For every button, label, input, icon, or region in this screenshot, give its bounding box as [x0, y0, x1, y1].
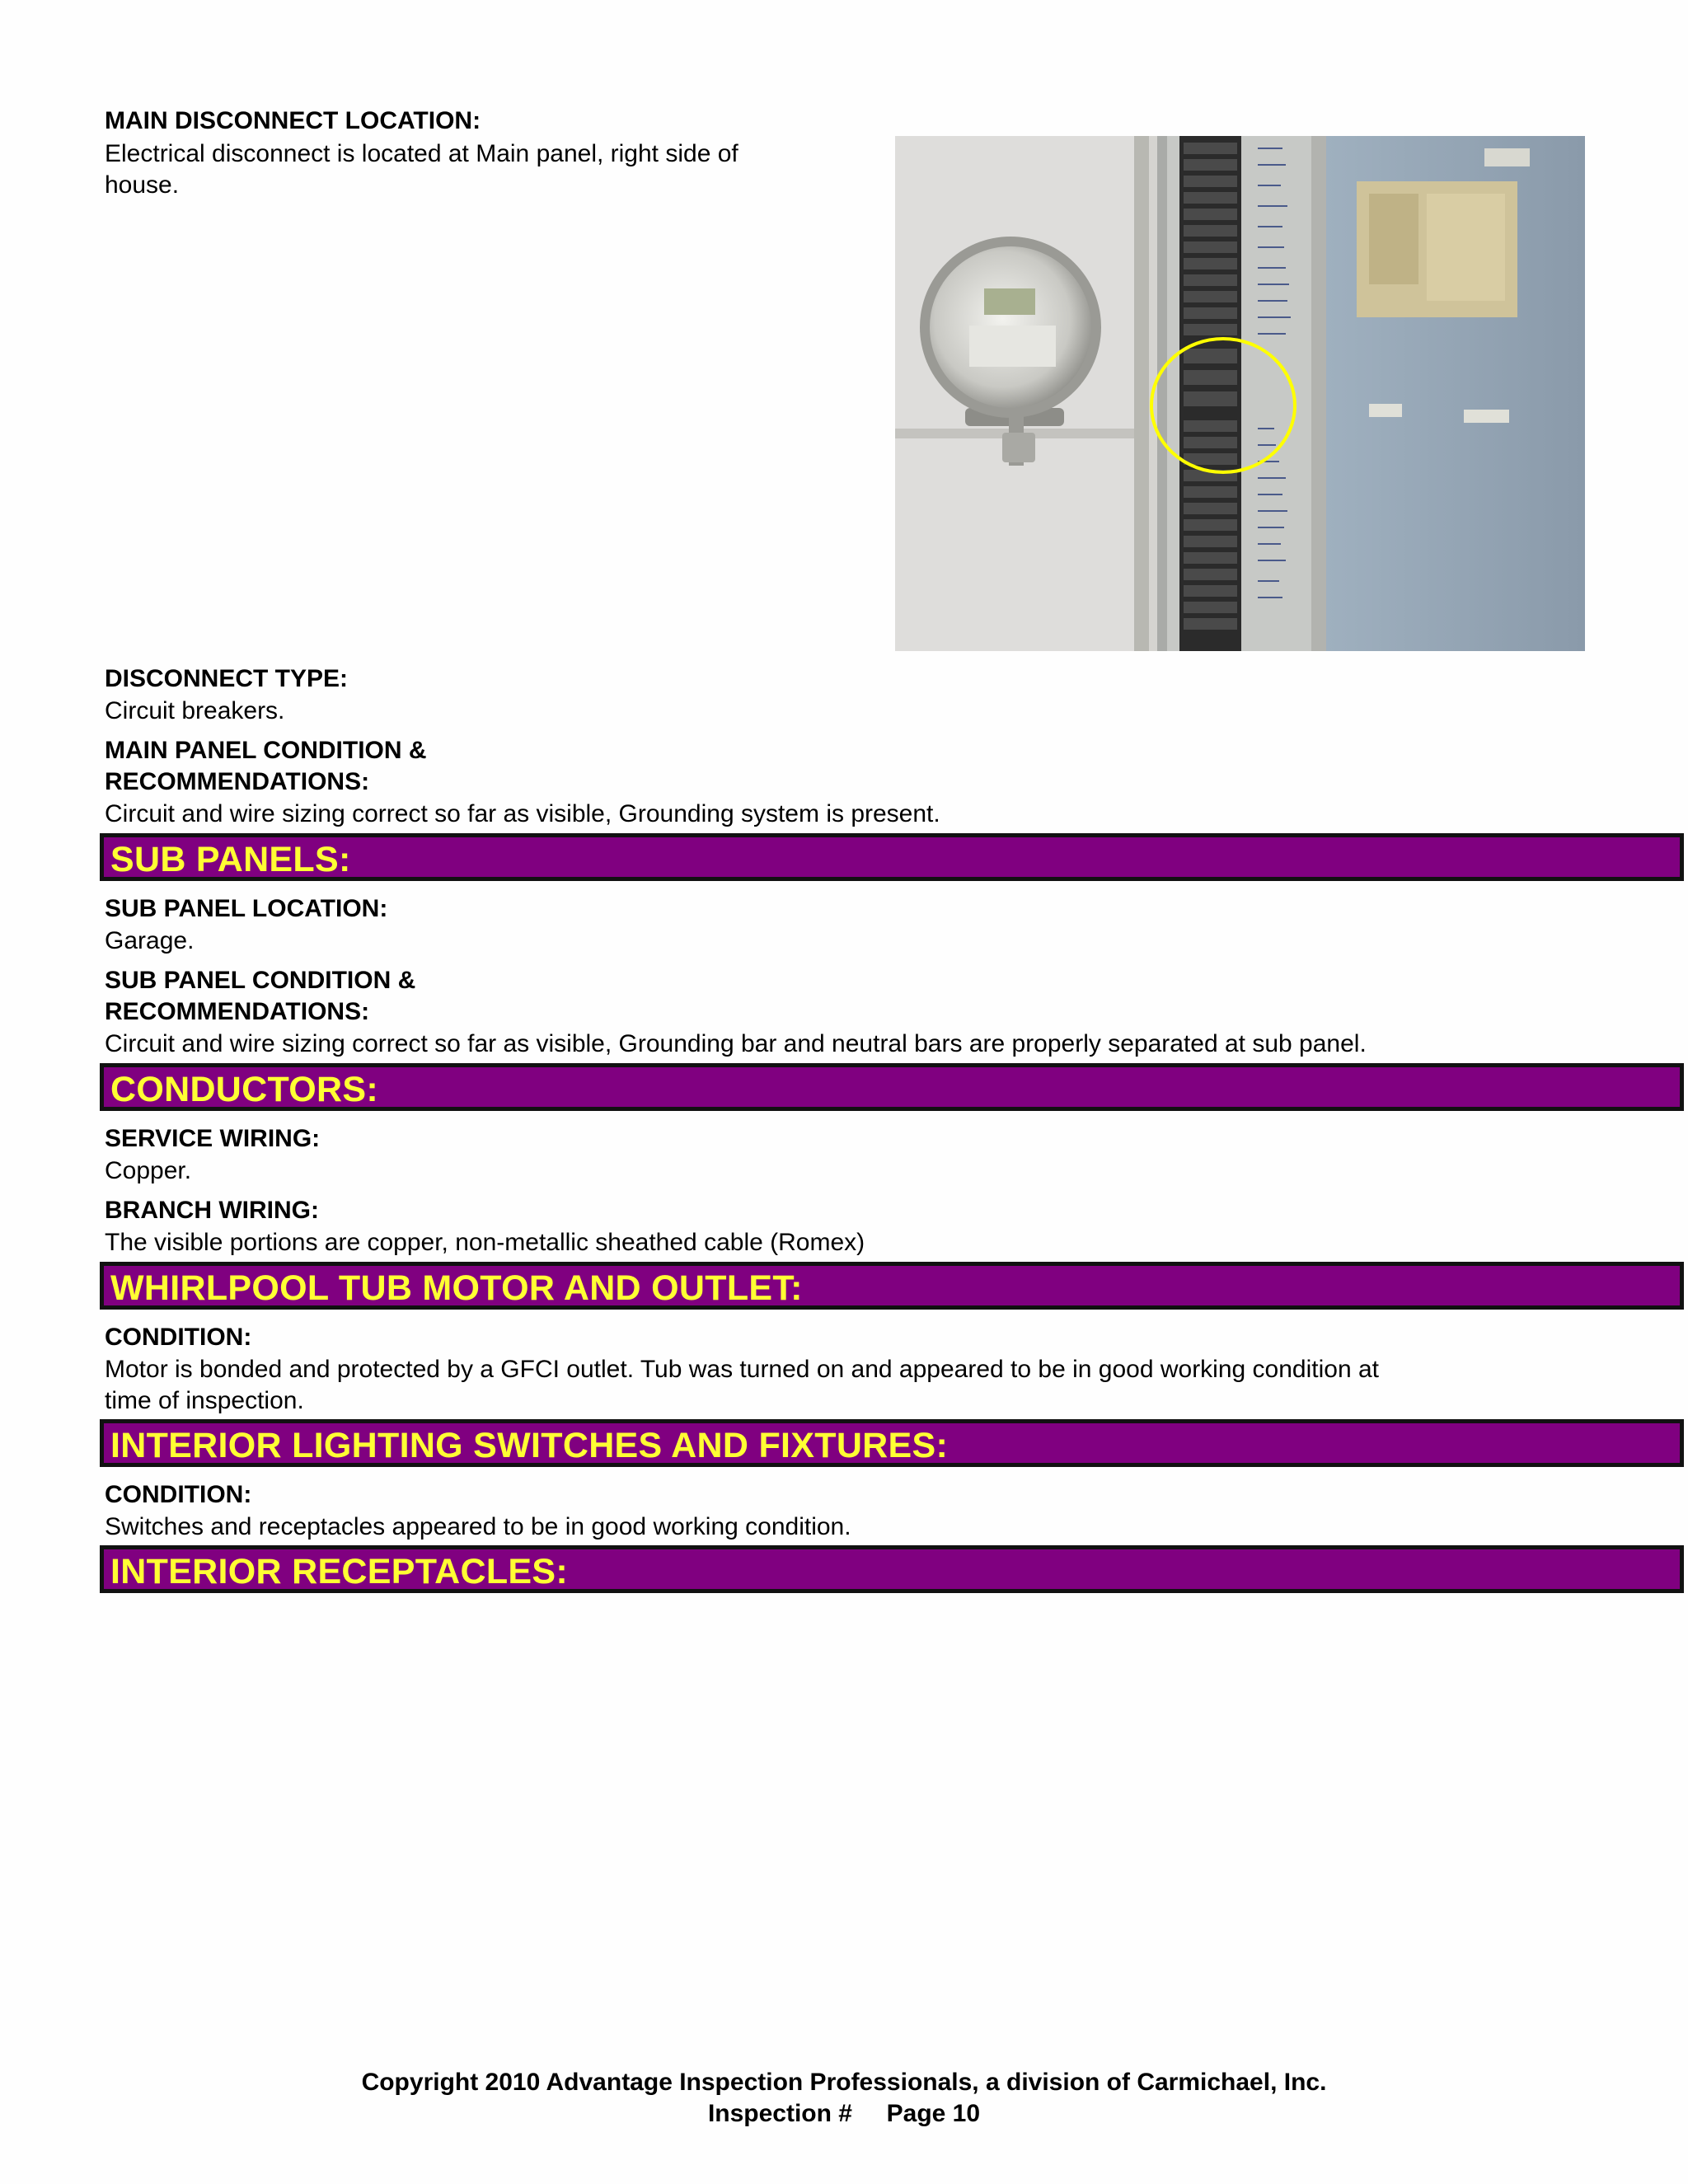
- lighting-condition-label: CONDITION:: [105, 1481, 252, 1508]
- section-title: SUB PANELS:: [110, 840, 351, 879]
- sub-panel-location-text: Garage.: [105, 927, 195, 954]
- section-title: WHIRLPOOL TUB MOTOR AND OUTLET:: [110, 1268, 803, 1308]
- main-panel-photo-image: [895, 136, 1585, 651]
- service-wiring-label: SERVICE WIRING:: [105, 1125, 321, 1152]
- sub-panel-location-label: SUB PANEL LOCATION:: [105, 895, 388, 922]
- footer-inspection-page: Inspection # Page 10: [707, 2100, 981, 2127]
- section-title: INTERIOR LIGHTING SWITCHES AND FIXTURES:: [110, 1426, 949, 1465]
- main-panel-condition-text: Circuit and wire sizing correct so far as visible, Grounding system is present.: [105, 800, 940, 827]
- lighting-condition-text: Switches and receptacles appeared to be in good working condition.: [105, 1513, 851, 1540]
- section-header-interior-lighting: [100, 1419, 1684, 1467]
- sub-panel-condition-label-line2: RECOMMENDATIONS:: [105, 998, 370, 1025]
- footer-copyright: Copyright 2010 Advantage Inspection Professionals, a division of Carmichael, Inc.: [361, 2069, 1327, 2096]
- branch-wiring-label: BRANCH WIRING:: [105, 1197, 319, 1224]
- section-title: INTERIOR RECEPTACLES:: [110, 1552, 568, 1591]
- section-header-whirlpool: [100, 1262, 1684, 1310]
- disconnect-type-text: Circuit breakers.: [105, 697, 285, 724]
- section-header-conductors: [100, 1063, 1684, 1111]
- sub-panel-condition-label-line1: SUB PANEL CONDITION &: [105, 967, 416, 994]
- disconnect-type-label: DISCONNECT TYPE:: [105, 665, 349, 692]
- main-panel-condition-label-line1: MAIN PANEL CONDITION &: [105, 737, 427, 764]
- section-title: CONDUCTORS:: [110, 1070, 379, 1109]
- main-disconnect-text-line1: Electrical disconnect is located at Main panel, right side of: [105, 140, 738, 167]
- sub-panel-condition-text: Circuit and wire sizing correct so far as visible, Grounding bar and neutral bars are properly separated at sub panel.: [105, 1030, 1367, 1057]
- whirlpool-condition-text-line2: time of inspection.: [105, 1387, 304, 1414]
- main-panel-photo: [895, 136, 1585, 651]
- service-wiring-text: Copper.: [105, 1157, 192, 1184]
- whirlpool-condition-label: CONDITION:: [105, 1324, 252, 1351]
- section-header-interior-receptacles: [100, 1545, 1684, 1593]
- section-header-sub-panels: [100, 833, 1684, 881]
- branch-wiring-text: The visible portions are copper, non-metallic sheathed cable (Romex): [105, 1229, 865, 1256]
- main-panel-condition-label-line2: RECOMMENDATIONS:: [105, 768, 370, 795]
- main-disconnect-text-line2: house.: [105, 171, 180, 199]
- whirlpool-condition-text-line1: Motor is bonded and protected by a GFCI outlet. Tub was turned on and appeared to be in good working condition at: [105, 1356, 1379, 1383]
- main-disconnect-label: MAIN DISCONNECT LOCATION:: [105, 107, 481, 134]
